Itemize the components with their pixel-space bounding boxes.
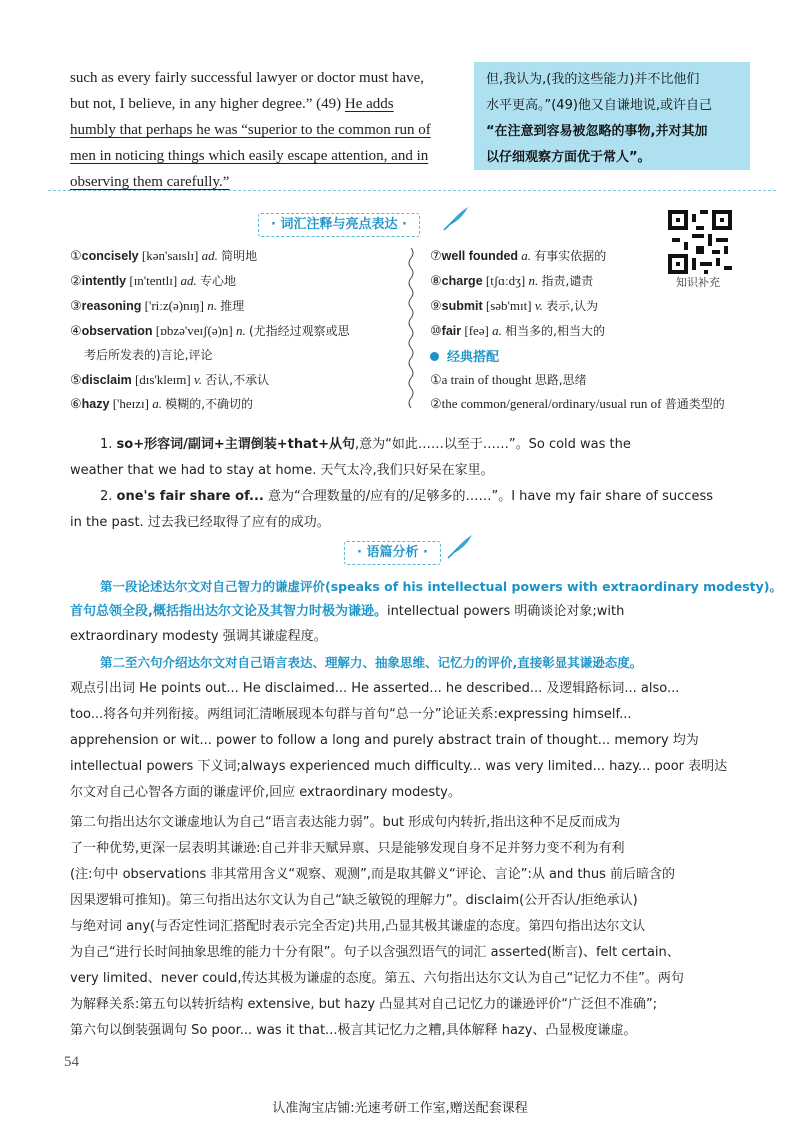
qr-label: 知识补充 xyxy=(676,276,720,289)
collocation-heading: 经典搭配 xyxy=(430,346,499,365)
analysis-line: very limited、never could,传达其极为谦虚的态度。第五、六句指出达尔文认为自己“记忆力不佳”。两句 xyxy=(70,971,684,986)
passage-line: observing them carefully.” xyxy=(70,174,230,190)
highlight-item-continued: weather that we had to stay at home. 天气太冷,我们只好呆在家里。 xyxy=(70,463,494,478)
vocab-item: ①concisely [kən'saɪslɪ] ad. 简明地 xyxy=(70,248,258,263)
highlight-item: 1. so+形容词/副词+主谓倒装+that+从句,意为“如此……以至于……”。So cold was the xyxy=(100,437,631,452)
analysis-line: apprehension or wit... power to follow a long and purely abstract train of thought... memory 均为 xyxy=(70,733,699,748)
analysis-heading: 第二至六句介绍达尔文对自己语言表达、理解力、抽象思维、记忆力的评价,直接彰显其谦逊态度。 xyxy=(100,655,643,670)
analysis-line: 首句总领全段,概括指出达尔文论及其智力时极为谦逊。intellectual powers 明确谈论对象;with xyxy=(70,604,625,619)
section-divider xyxy=(48,190,776,191)
vocab-item-continued: 考后所发表的)言论,评论 xyxy=(84,348,213,362)
vocab-item: ⑤disclaim [dɪs'kleɪm] v. 否认,不承认 xyxy=(70,372,270,387)
analysis-section-title: · 语篇分析 · xyxy=(344,541,441,565)
passage-line: but not, I believe, in any higher degree.” (49) He adds xyxy=(70,96,394,112)
translation-line: 水平更高。”(49)他又自谦地说,或许自己 xyxy=(486,98,713,113)
translation-line: “在注意到容易被忽略的事物,并对其加 xyxy=(486,124,708,139)
analysis-line: 与绝对词 any(与否定性词汇搭配时表示完全否定)共用,凸显其极其谦虚的态度。第四句指出达尔文认 xyxy=(70,919,646,934)
analysis-line: 第六句以倒装强调句 So poor... was it that...极言其记忆力之糟,具体解释 hazy、凸显极度谦虚。 xyxy=(70,1023,637,1038)
analysis-line: intellectual powers 下义词;always experienced much difficulty... was very limited... hazy... poor 表明达 xyxy=(70,759,728,774)
passage-line: humbly that perhaps he was “superior to the common run of xyxy=(70,122,431,138)
vocab-item: ③reasoning ['riːz(ə)nɪŋ] n. 推理 xyxy=(70,298,245,313)
vocab-item: ⑨submit [səb'mɪt] v. 表示,认为 xyxy=(430,298,598,313)
highlight-item-continued: in the past. 过去我已经取得了应有的成功。 xyxy=(70,515,330,530)
highlight-item: 2. one's fair share of... 意为“合理数量的/应有的/足够多的……”。I have my fair share of success xyxy=(100,489,713,504)
vocab-item: ②intently [ɪn'tentlɪ] ad. 专心地 xyxy=(70,273,236,288)
passage-line: men in noticing things which easily escape attention, and in xyxy=(70,148,429,164)
collocation-item: ②the common/general/ordinary/usual run of 普通类型的 xyxy=(430,396,725,411)
translation-line: 以仔细观察方面优于常人”。 xyxy=(486,150,651,165)
translation-line: 但,我认为,(我的这些能力)并不比他们 xyxy=(486,72,700,87)
quill-icon xyxy=(442,205,470,231)
analysis-line: 了一种优势,更深一层表明其谦逊:自己并非天赋异禀、只是能够发现自身不足并努力变不利为有利 xyxy=(70,841,625,856)
vocab-item: ④observation [ɒbzə'veɪʃ(ə)n] n. (尤指经过观察或思 xyxy=(70,323,350,338)
vocab-item: ⑧charge [tʃɑːdʒ] n. 指责,谴责 xyxy=(430,273,594,288)
quill-icon xyxy=(446,533,474,559)
bullet-dot-icon xyxy=(430,352,439,361)
analysis-line: 为解释关系:第五句以转折结构 extensive, but hazy 凸显其对自己记忆力的谦逊评价“广泛但不准确”; xyxy=(70,997,658,1012)
analysis-line: 第二句指出达尔文谦虚地认为自己“语言表达能力弱”。but 形成句内转折,指出这种不足反而成为 xyxy=(70,815,621,830)
vocab-item: ⑦well founded a. 有事实依据的 xyxy=(430,248,607,263)
underlined-text: He adds xyxy=(344,96,394,112)
analysis-heading: 第一段论述达尔文对自己智力的谦虚评价(speaks of his intellectual powers with extraordinary modesty)。 xyxy=(100,579,783,594)
qr-code-icon[interactable] xyxy=(668,210,732,274)
analysis-line: (注:句中 observations 非其常用含义“观察、观测”,而是取其僻义“评论、言论”:从 and thus 前后暗含的 xyxy=(70,867,676,882)
analysis-line: too...将各句并列衔接。两组词汇清晰展现本句群与首句“总一分”论证关系:expressing himself... xyxy=(70,707,632,722)
analysis-line: extraordinary modesty 强调其谦虚程度。 xyxy=(70,629,327,644)
passage-line: such as every fairly successful lawyer or doctor must have, xyxy=(70,70,425,86)
vocab-item: ⑩fair [feə] a. 相当多的,相当大的 xyxy=(430,323,605,338)
vocab-item: ⑥hazy ['heɪzɪ] a. 模糊的,不确切的 xyxy=(70,396,254,411)
analysis-line: 因果逻辑可推知)。第三句指出达尔文认为自己“缺乏敏锐的理解力”。disclaim(公开否认/拒绝承认) xyxy=(70,893,638,908)
wavy-divider xyxy=(405,248,417,408)
footer-text: 认准淘宝店铺:光速考研工作室,赠送配套课程 xyxy=(272,1101,528,1116)
analysis-line: 尔文对自己心智各方面的谦虚评价,回应 extraordinary modesty。 xyxy=(70,785,461,800)
vocab-section-title: · 词汇注释与亮点表达 · xyxy=(258,213,420,237)
page-number: 54 xyxy=(64,1054,79,1070)
analysis-line: 为自己“进行长时间抽象思维的能力十分有限”。句子以含强烈语气的词汇 asserted(断言)、felt certain、 xyxy=(70,945,680,960)
collocation-item: ①a train of thought 思路,思绪 xyxy=(430,372,587,387)
analysis-line: 观点引出词 He points out... He disclaimed... He asserted... he described... 及逻辑路标词... also... xyxy=(70,681,680,696)
